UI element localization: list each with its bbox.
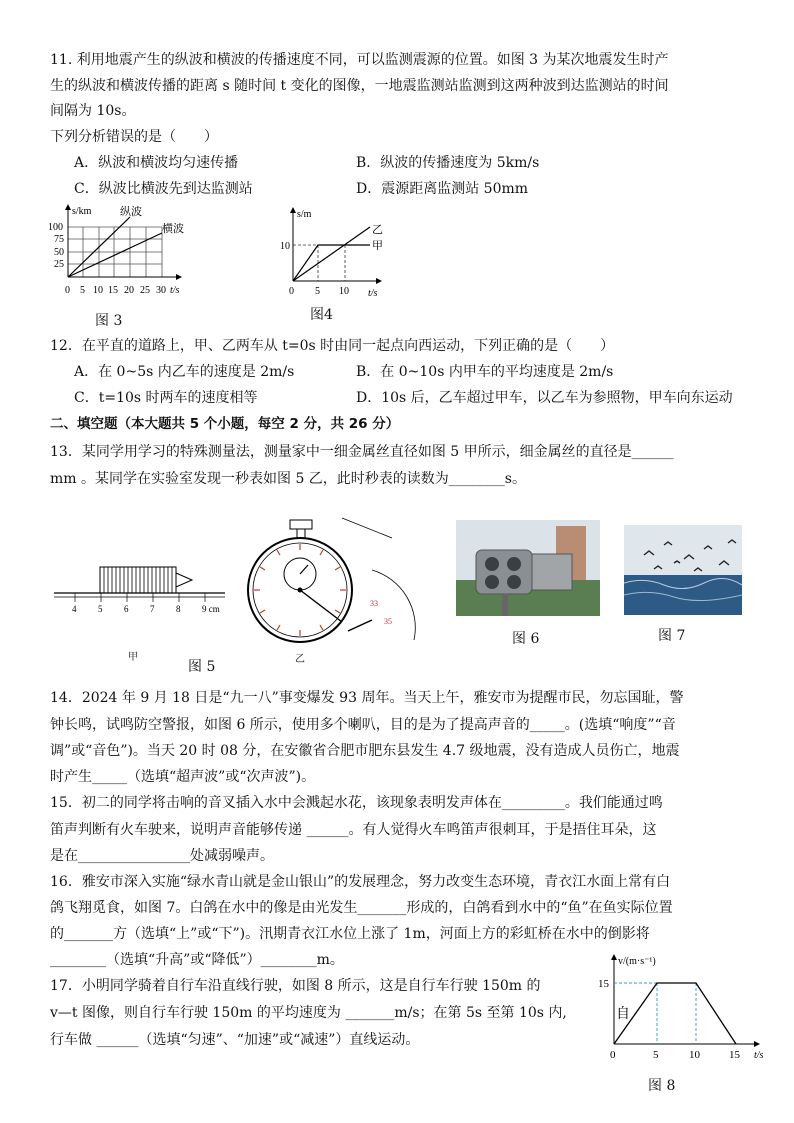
fig3-xtick: 15 bbox=[108, 285, 118, 296]
q11-prompt: 下列分析错误的是（ ） bbox=[50, 129, 218, 145]
ruler-tick: 8 bbox=[176, 604, 181, 613]
fig3-ytick: 50 bbox=[54, 247, 64, 258]
q16-line1: 16．雅安市深入实施“绿水青山就是金山银山”的发展理念，努力改变生态环境，青衣江水面上常有白 bbox=[50, 874, 671, 890]
fig3-label-transverse: 横波 bbox=[162, 223, 184, 235]
fig4-xtick: 0 bbox=[289, 286, 294, 297]
ruler-tick: 7 bbox=[150, 604, 155, 613]
fig3-xtick: 10 bbox=[93, 285, 103, 296]
figure-3-caption: 图 3 bbox=[95, 313, 123, 329]
q11-option-c: C．纵波比横波先到达监测站 bbox=[74, 181, 253, 197]
fig4-xtick: 10 bbox=[339, 286, 349, 297]
fig4-ytick: 10 bbox=[280, 241, 290, 252]
figure-6-caption: 图 6 bbox=[512, 631, 540, 647]
figure-5-jia-label: 甲 bbox=[128, 652, 138, 663]
fig3-ylabel: s/km bbox=[72, 206, 92, 217]
fig3-ytick: 25 bbox=[54, 259, 64, 270]
figure-6-siren-photo bbox=[456, 520, 600, 616]
fig4-xlabel: t/s bbox=[368, 288, 378, 297]
q13-line1: 13．某同学用学习的特殊测量法，测量家中一细金属丝直径如图 5 甲所示，细金属丝的直径是______ bbox=[50, 444, 674, 460]
fig4-label-jia: 甲 bbox=[372, 240, 383, 252]
fig8-xlabel: t/s bbox=[754, 1050, 764, 1061]
fig8-xtick: 5 bbox=[653, 1049, 659, 1061]
fig4-xtick: 5 bbox=[315, 286, 320, 297]
q13-line2: mm 。某同学在实验室发现一秒表如图 5 乙，此时秒表的读数为________s。 bbox=[50, 471, 526, 487]
fig3-xtick: 0 bbox=[65, 285, 70, 296]
q12-option-a: A．在 0~5s 内乙车的速度是 2m/s bbox=[74, 364, 295, 380]
q14-line2: 钟长鸣，试鸣防空警报，如图 6 所示，使用多个喇叭，目的是为了提高声音的_____。(选填“响度”“音 bbox=[50, 717, 676, 733]
fig3-xtick: 30 bbox=[156, 285, 166, 296]
fig4-label-yi: 乙 bbox=[372, 224, 383, 236]
fig4-ylabel: s/m bbox=[297, 209, 312, 220]
fig3-label-longitudinal: 纵波 bbox=[120, 206, 142, 218]
q12-stem: 12．在平直的道路上，甲、乙两车从 t=0s 时由同一起点向西运动，下列正确的是（ ） bbox=[50, 338, 615, 354]
fig3-xtick: 5 bbox=[80, 285, 85, 296]
q11-option-d: D．震源距离监测站 50mm bbox=[356, 181, 529, 197]
fig8-xtick: 0 bbox=[610, 1049, 616, 1061]
section-2-title: 二、填空题（本大题共 5 个小题，每空 2 分，共 26 分） bbox=[50, 416, 400, 432]
velocity-line bbox=[614, 983, 736, 1044]
ruler-tick: 5 bbox=[98, 604, 103, 613]
fig8-inner-label: 自 bbox=[616, 1007, 630, 1022]
transverse-wave-line bbox=[68, 233, 162, 277]
figure-4-graph bbox=[278, 205, 388, 297]
q11-line1: 11. 利用地震产生的纵波和横波的传播速度不同，可以监测震源的位置。如图 3 为某次地震发生时产 bbox=[50, 52, 669, 68]
figure-8-vt-graph bbox=[596, 950, 776, 1062]
figure-4-caption: 图4 bbox=[310, 307, 333, 323]
fig3-xtick: 25 bbox=[140, 285, 150, 296]
fig8-xtick: 10 bbox=[689, 1049, 700, 1061]
q17-line3: 行车做 ______（选填“匀速”、“加速”或“减速”）直线运动。 bbox=[50, 1032, 420, 1048]
figure-5-yi-label: 乙 bbox=[295, 654, 305, 665]
q15-line1: 15．初二的同学将击响的音叉插入水中会溅起水花，该现象表明发声体在_________。我们能通过鸣 bbox=[50, 795, 663, 811]
figure-5-caption: 图 5 bbox=[188, 659, 216, 675]
ruler-tick: 4 bbox=[72, 604, 77, 613]
q12-option-b: B．在 0~10s 内甲车的平均速度是 2m/s bbox=[356, 364, 614, 380]
q15-line3: 是在________________处减弱噪声。 bbox=[50, 848, 274, 864]
figure-7-caption: 图 7 bbox=[658, 628, 686, 644]
q12-option-d: D．10s 后，乙车超过甲车，以乙车为参照物，甲车向东运动 bbox=[356, 390, 733, 406]
fig8-ylabel: v/(m·s⁻¹) bbox=[618, 956, 656, 967]
line-yi bbox=[293, 227, 370, 281]
figure-7-seagulls-photo bbox=[624, 525, 742, 615]
fig3-ytick: 100 bbox=[48, 222, 63, 233]
dial-label: 35 bbox=[384, 617, 392, 626]
q16-line2: 鸽飞翔觅食，如图 7。白鸽在水中的像是由光发生_______形成的，白鸽看到水中的“鱼”在鱼实际位置 bbox=[50, 900, 673, 916]
fig3-xtick: 20 bbox=[124, 285, 134, 296]
q15-line2: 笛声判断有火车驶来，说明声音能够传递 ______。有人觉得火车鸣笛声很刺耳，于是捂住耳朵，这 bbox=[50, 822, 657, 838]
fig8-ytick: 15 bbox=[598, 978, 609, 990]
figure-5-stopwatch bbox=[242, 510, 422, 650]
q14-line4: 时产生_____（选填“超声波”或“次声波”)。 bbox=[50, 769, 316, 785]
q14-line1: 14．2024 年 9 月 18 日是“九一八”事变爆发 93 周年。当天上午，雅安市为提醒市民，勿忘国耻，警 bbox=[50, 690, 684, 706]
line-jia bbox=[293, 245, 370, 281]
fig3-ytick: 75 bbox=[54, 234, 64, 245]
figure-3-graph bbox=[40, 202, 190, 302]
figure-8-caption: 图 8 bbox=[648, 1078, 676, 1094]
q14-line3: 调”或“音色”)。当天 20 时 08 分，在安徽省合肥市肥东县发生 4.7 级地震，没有造成人员伤亡，地震 bbox=[50, 743, 680, 759]
q11-option-a: A．纵波和横波均匀速传播 bbox=[74, 155, 239, 171]
q11-option-b: B．纵波的传播速度为 5km/s bbox=[356, 155, 540, 171]
q17-line1: 17．小明同学骑着自行车沿直线行驶，如图 8 所示，这是自行车行驶 150m 的 bbox=[50, 978, 541, 994]
fig8-xtick: 15 bbox=[729, 1049, 740, 1061]
fig3-xlabel: t/s bbox=[170, 285, 180, 296]
dial-label: 33 bbox=[370, 599, 378, 608]
ruler-tick: 9 cm bbox=[202, 604, 220, 613]
figure-5-ruler bbox=[50, 555, 235, 613]
q16-line3: 的_______方（选填“上”或“下”)。汛期青衣江水位上涨了 1m，河面上方的彩虹桥在水中的倒影将 bbox=[50, 926, 650, 942]
q12-option-c: C．t=10s 时两车的速度相等 bbox=[74, 390, 258, 406]
ruler-tick: 6 bbox=[124, 604, 129, 613]
q17-line2: v—t 图像，则自行车行驶 150m 的平均速度为 _______m/s；在第 5s 至第 10s 内, bbox=[50, 1005, 567, 1021]
q16-line4: ________（选填“升高”或“降低”）________m。 bbox=[50, 952, 344, 968]
q11-line3: 间隔为 10s。 bbox=[50, 103, 136, 119]
q11-line2: 生的纵波和横波传播的距离 s 随时间 t 变化的图像，一地震监测站监测到这两种波到达监测站的时间 bbox=[50, 78, 669, 94]
